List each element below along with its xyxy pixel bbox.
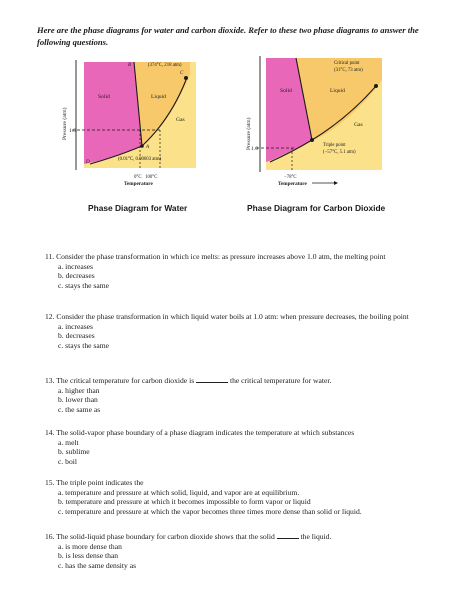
option-b: b. temperature and pressure at which it becomes impossible to form vapor or liquid [58, 497, 311, 507]
water-pressure-tick: 1.0 [69, 128, 76, 134]
question-11 [45, 252, 445, 290]
water-solid-label: Solid [98, 94, 110, 100]
option-b: b. lower than [58, 395, 98, 405]
option-a: a. melt [58, 437, 79, 447]
water-x-axis-label: Temperature [124, 181, 153, 187]
stem-before: 16. The solid-liquid phase boundary for carbon dioxide shows that the solid [45, 532, 275, 541]
water-y-axis-label: Pressure (atm) [62, 107, 68, 140]
option-b: b. is less dense than [58, 551, 119, 561]
stem-after: the liquid. [300, 532, 332, 541]
question-12 [45, 312, 445, 350]
water-point-c: C [180, 71, 184, 76]
instructions: Here are the phase diagrams for water and carbon dioxide. Refer to these two phase diagrams to answer the following questions. [37, 25, 419, 47]
question-14 [45, 428, 445, 466]
co2-diagram-caption: Phase Diagram for Carbon Dioxide [247, 203, 386, 213]
option-a: a. temperature and pressure at which solid, liquid, and vapor are at equilibrium. [58, 487, 300, 497]
option-a: a. is more dense than [58, 541, 122, 551]
answer-blank [196, 376, 228, 383]
option-a: a. higher than [58, 385, 100, 395]
co2-triple-point [310, 138, 314, 142]
co2-phase-diagram [245, 56, 382, 187]
question-stem [45, 532, 445, 542]
stem-before: 13. The critical temperature for carbon dioxide is [45, 376, 195, 385]
water-solid-region [84, 62, 142, 164]
co2-y-axis-label: Pressure (atm) [246, 117, 252, 150]
water-liquid-label: Liquid [151, 94, 166, 100]
co2-critical-point [374, 84, 378, 88]
answer-blank [277, 532, 299, 539]
water-point-d: D [86, 160, 90, 165]
question-16 [45, 532, 445, 570]
option-a: a. increases [58, 261, 93, 271]
water-point-b: B [128, 63, 132, 68]
co2-x-axis-label: Temperature [278, 181, 307, 187]
question-stem: 11. Consider the phase transformation in which ice melts: as pressure increases above 1.0 atm, the melting point [45, 252, 386, 261]
question-13 [45, 376, 445, 414]
co2-sublimation-temp: −78°C [284, 175, 297, 180]
question-stem [45, 376, 445, 386]
option-c: c. stays the same [58, 340, 110, 350]
co2-solid-label: Solid [280, 88, 292, 94]
option-a: a. increases [58, 321, 93, 331]
water-critical-point [184, 76, 188, 80]
option-c: c. has the same density as [58, 560, 137, 570]
water-gas-label: Gas [176, 117, 185, 123]
water-triple-label: (0.01°C, 0.00603 atm) [118, 157, 162, 162]
question-stem: 12. Consider the phase transformation in which liquid water boils at 1.0 atm: when pressure decreases, the boiling point [45, 312, 409, 321]
question-stem: 14. The solid-vapor phase boundary of a phase diagram indicates the temperature at which substances [45, 428, 355, 437]
co2-triple-label-1: Triple point [323, 143, 346, 148]
water-triple-point [140, 144, 144, 148]
water-temp-ticks: 0°C 100°C [134, 175, 158, 180]
co2-critical-label-1: Critical point [334, 61, 360, 66]
water-diagram-caption: Phase Diagram for Water [88, 203, 188, 213]
co2-gas-label: Gas [354, 122, 363, 128]
option-b: b. decreases [58, 271, 95, 281]
option-b: b. sublime [58, 447, 90, 457]
question-15 [45, 478, 445, 516]
option-c: c. the same as [58, 404, 101, 414]
water-phase-diagram [61, 60, 196, 187]
option-b: b. decreases [58, 331, 95, 341]
option-c: c. boil [58, 456, 77, 466]
option-c: c. temperature and pressure at which the vapor becomes three times more dense than solid or liquid. [58, 506, 362, 516]
question-stem: 15. The triple point indicates the [45, 478, 144, 487]
co2-liquid-label: Liquid [330, 88, 345, 94]
co2-triple-label-2: (−57°C, 5.1 atm) [323, 150, 356, 155]
co2-pressure-tick: 1.0 [251, 146, 258, 152]
phase-diagrams [0, 0, 474, 220]
stem-after: the critical temperature for water. [229, 376, 332, 385]
water-critical-label: (374°C, 218 atm) [148, 63, 182, 68]
water-point-a: A [146, 145, 150, 150]
co2-critical-label-2: (31°C, 73 atm) [334, 68, 363, 73]
option-c: c. stays the same [58, 280, 110, 290]
